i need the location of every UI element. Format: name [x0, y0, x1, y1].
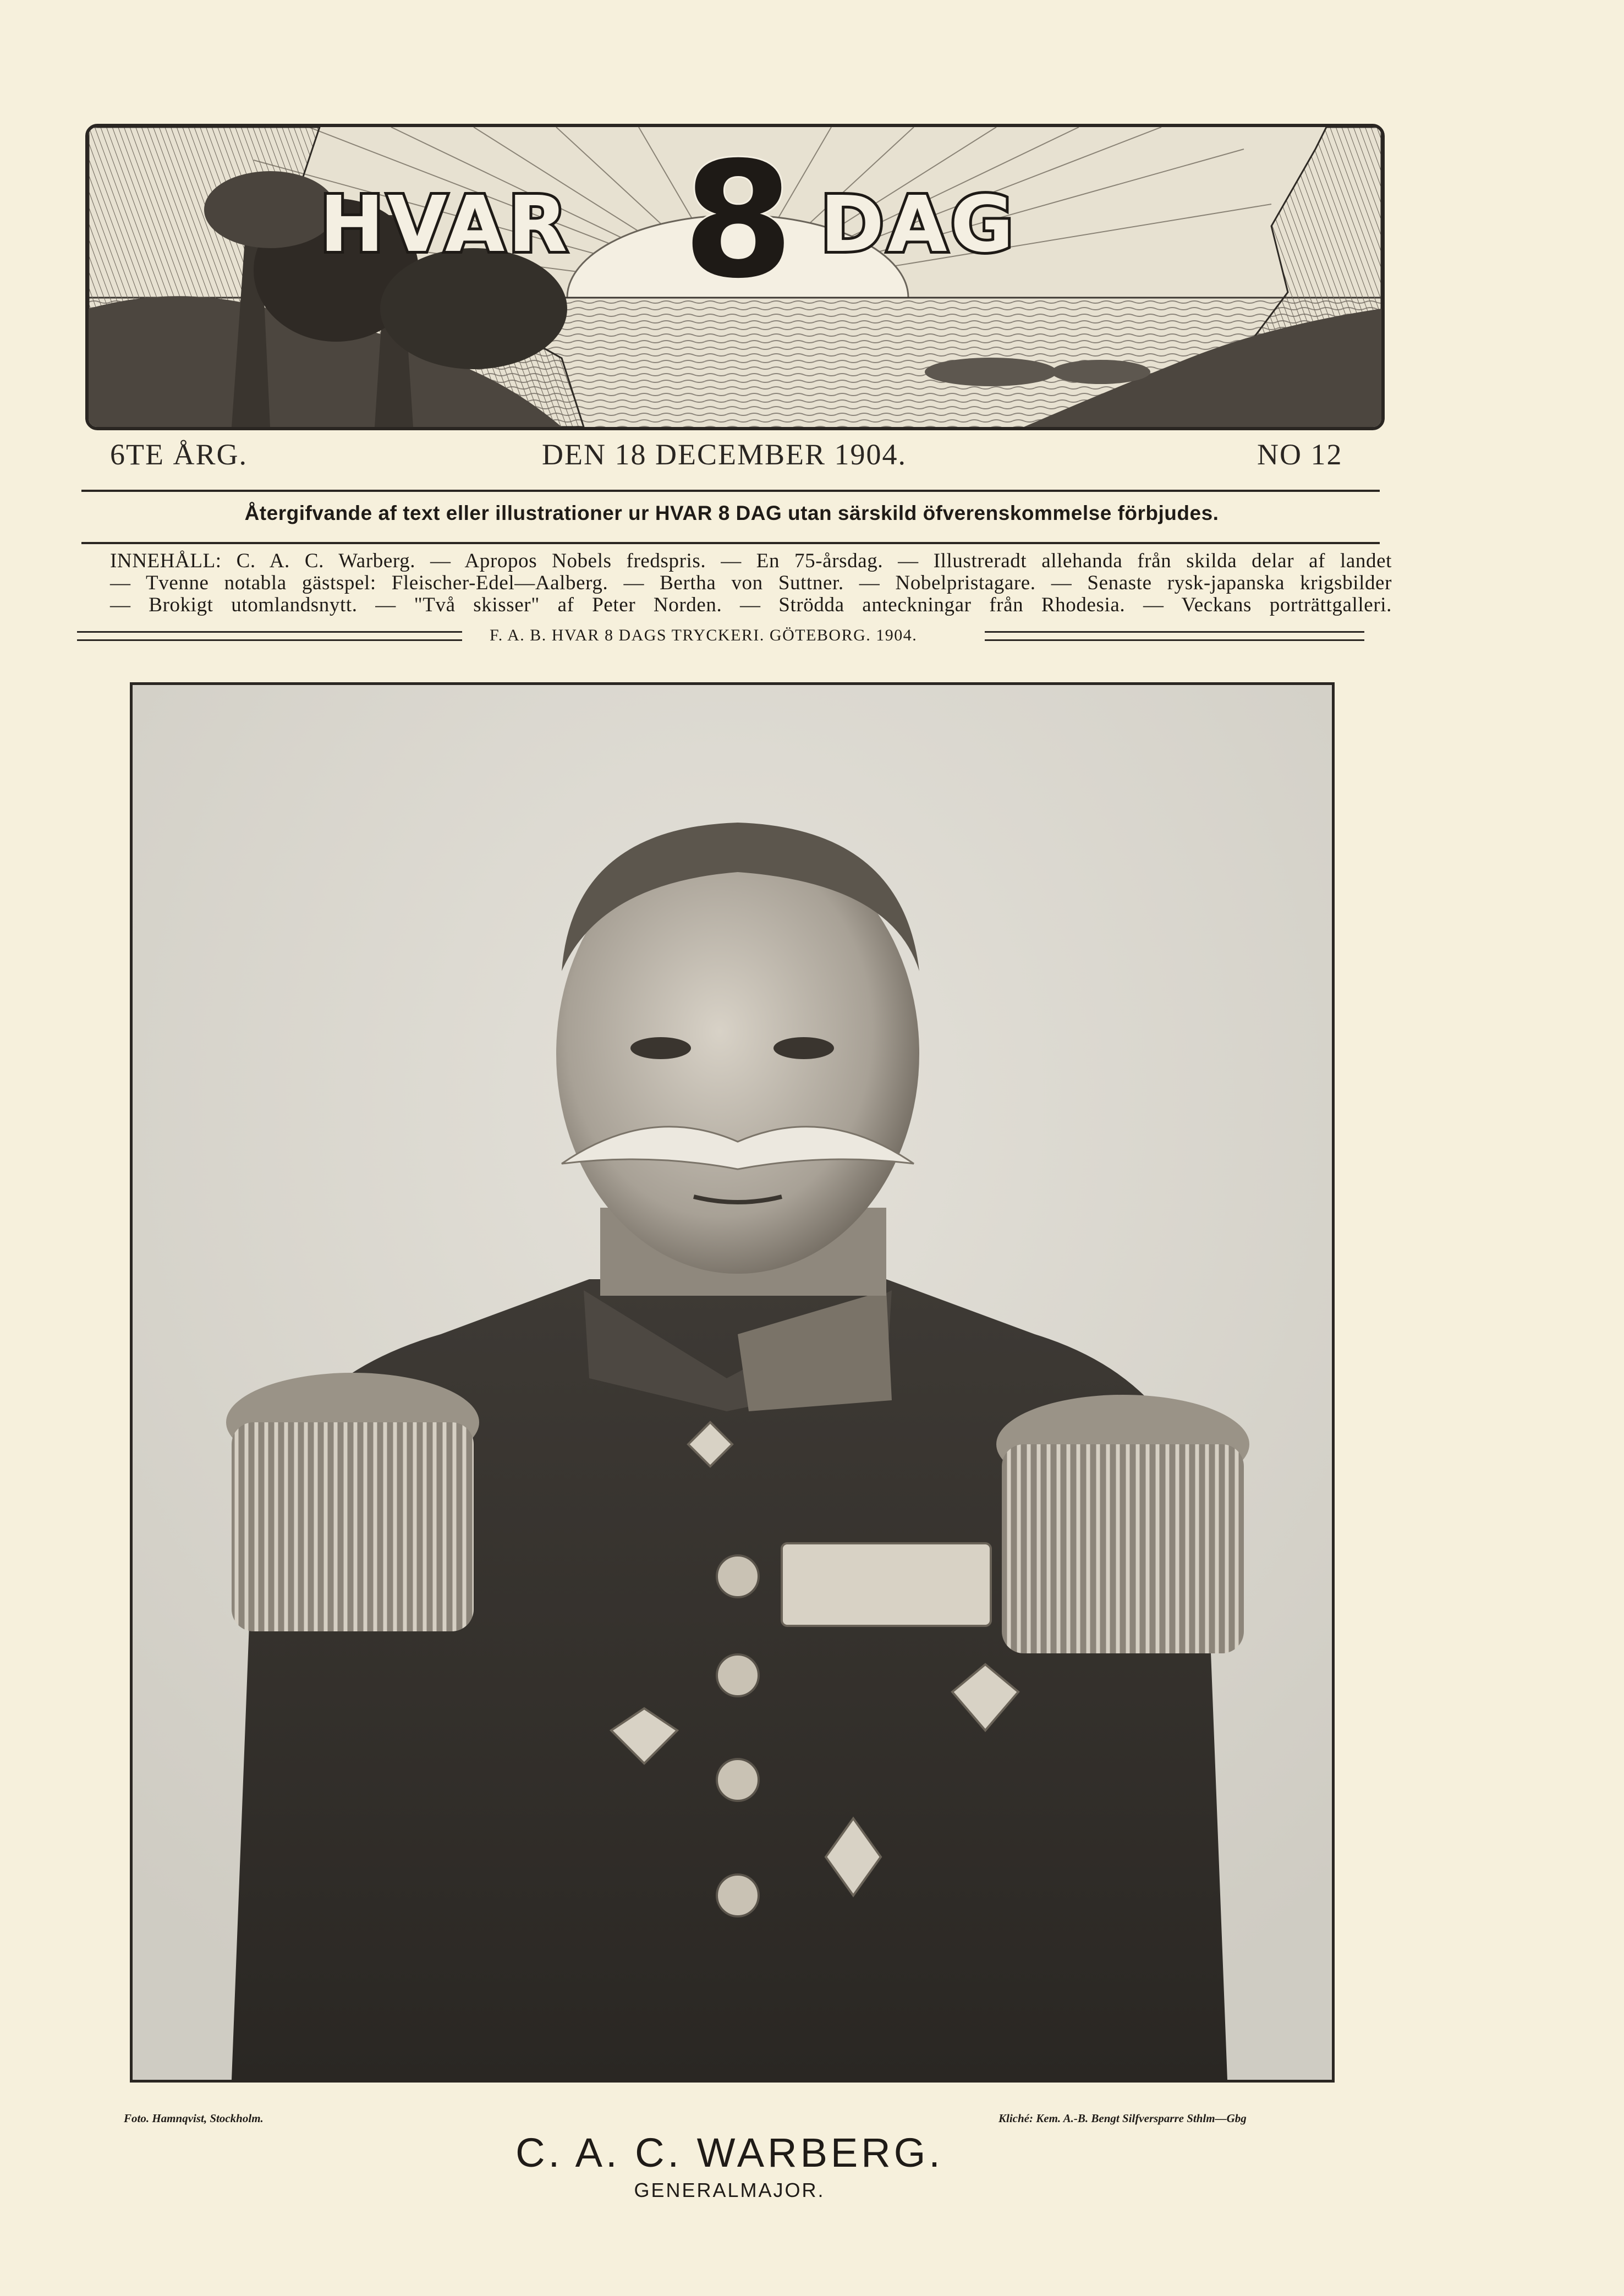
masthead-title-right: DAG [820, 180, 1017, 270]
contents-line: — Brokigt utomlandsnytt. — "Två skisser" af Peter Norden. — Strödda anteckningar från Rhodesia. — Veckans porträttgalleri. [110, 594, 1392, 616]
contents-line: — Tvenne notabla gästspel: Fleischer-Edel—Aalberg. — Bertha von Suttner. — Nobelpristagare. — Senaste rysk-japanska krigsbilder [110, 572, 1392, 594]
masthead-illustration [89, 127, 1381, 427]
notice-rule [81, 542, 1380, 544]
printer-imprint: F. A. B. HVAR 8 DAGS TRYCKERI. GÖTEBORG. 1904. [490, 626, 918, 644]
printer-rule-left [77, 631, 462, 641]
reproduction-notice: Återgifvande af text eller illustrationer ur HVAR 8 DAG utan särskild öfverenskommelse förbjudes. [244, 502, 1219, 524]
portrait-name: C. A. C. WARBERG. [515, 2130, 943, 2176]
printer-rule-right [985, 631, 1364, 641]
portrait-illustration [133, 685, 1332, 2080]
masthead-title-left: HVAR [320, 180, 571, 270]
dateline-rule [81, 490, 1380, 492]
volume-label: 6TE ÅRG. [110, 438, 248, 471]
issue-date: DEN 18 DECEMBER 1904. [542, 438, 907, 471]
contents-line: INNEHÅLL: C. A. C. Warberg. — Apropos Nobels fredspris. — En 75-årsdag. — Illustreradt allehanda från skilda delar af landet [110, 550, 1392, 572]
photo-credit: Foto. Hamnqvist, Stockholm. [124, 2112, 264, 2125]
masthead-title-numeral: 8 [683, 128, 794, 314]
masthead-banner [85, 124, 1385, 430]
table-of-contents [110, 550, 1392, 616]
portrait-photo [130, 682, 1335, 2083]
issue-number: NO 12 [1257, 438, 1343, 471]
cliche-credit: Kliché: Kem. A.-B. Bengt Silfversparre Sthlm—Gbg [998, 2112, 1247, 2125]
portrait-title: GENERALMAJOR. [634, 2179, 825, 2201]
